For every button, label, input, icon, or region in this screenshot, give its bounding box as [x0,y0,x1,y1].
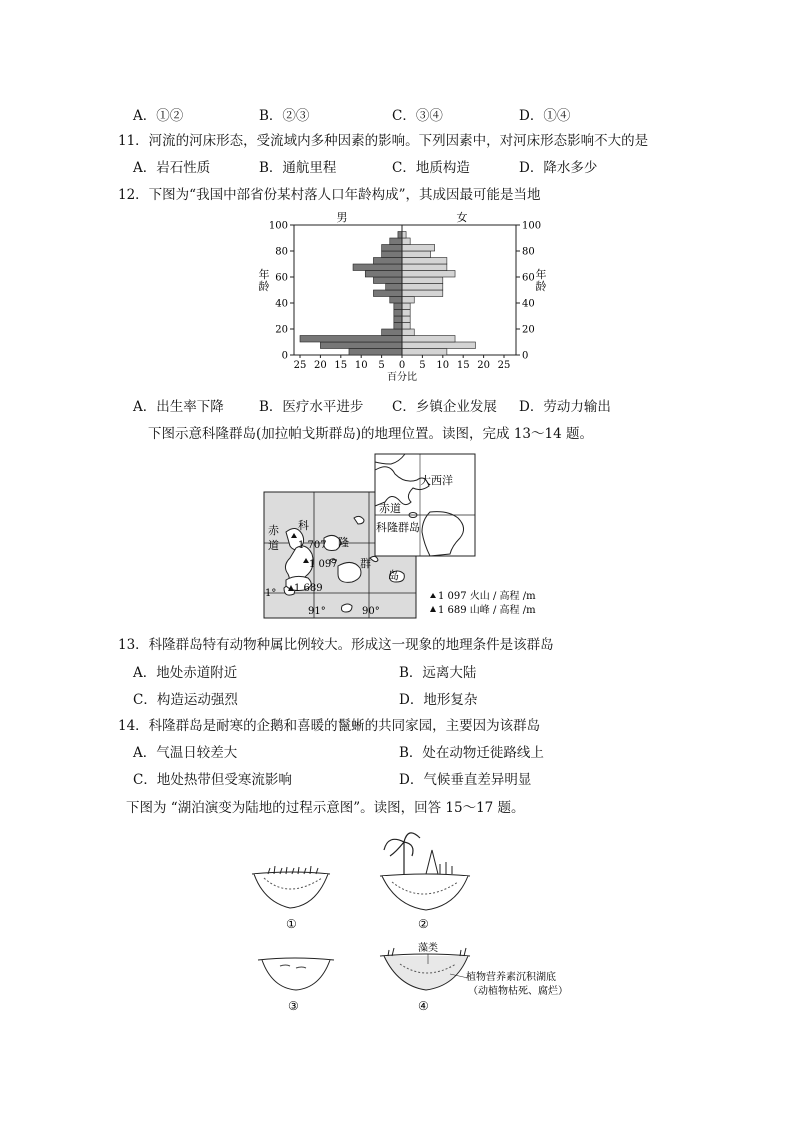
island-floreana [342,604,353,612]
label-stage-3: ③ [288,999,299,1013]
q13-option-c: C．构造运动强烈 [133,692,238,708]
label-algae: 藻类 [418,943,438,954]
x-axis-label: 百分比 [387,372,417,383]
q13-stem: 13．科隆群岛特有动物种属比例较大。形成这一现象的地理条件是该群岛 [118,637,554,653]
y-tick-label: 80 [275,246,288,258]
male-bar-40-45 [390,297,402,304]
y-axis-label-right-1: 年 [535,268,547,281]
female-bar-25-30 [402,316,410,323]
female-bar-90-95 [402,232,406,239]
label-dao2: 岛 [388,569,399,582]
label-equator-inset: 赤道 [379,502,401,515]
intro-15-17: 下图为 “湖泊演变为陆地的过程示意图”。读图，回答 15～17 题。 [126,800,525,816]
q11-option-c: C．地质构造 [392,160,470,176]
y-tick-label: 0 [522,350,529,362]
male-bar-10-15 [300,336,402,343]
q12-option-d: D．劳动力输出 [519,399,611,415]
y-axis-label-left-2: 龄 [258,280,270,293]
q13-option-d: D．地形复杂 [399,692,478,708]
male-bar-80-85 [382,245,402,252]
male-bar-90-95 [398,232,402,239]
y-axis-label-right-2: 龄 [535,280,547,293]
q14-option-b: B．处在动物迁徙路线上 [399,745,544,761]
x-tick-label: 20 [477,360,490,371]
y-axis-label-left-1: 年 [258,268,270,281]
y-tick-label: 20 [522,324,535,336]
x-tick-label: 20 [314,360,327,371]
label-qun: 群 [360,557,371,570]
label-ocean: 大西洋 [420,474,453,487]
intro-13-14: 下图示意科隆群岛(加拉帕戈斯群岛)的地理位置。读图，完成 13～14 题。 [148,426,593,442]
y-tick-label: 80 [522,246,535,258]
y-tick-label: 60 [522,272,535,284]
label-chi: 赤 [268,524,279,537]
q12-option-a: A．出生率下降 [133,399,224,415]
q12-option-b: B．医疗水平进步 [259,399,364,415]
female-bar-55-60 [402,277,443,284]
label-peak3: 1 689 [294,583,323,594]
right-label: 女 [456,211,468,224]
x-tick-label: 10 [354,360,368,371]
lake-stage-1 [252,866,330,931]
legend-peak: 1 689 山峰 / 高程 /m [438,605,536,616]
q14-option-d: D．气候垂直差异明显 [399,772,532,788]
female-bar-65-70 [402,264,447,271]
female-bar-45-50 [402,290,443,297]
label-lon2: 90° [362,606,380,617]
female-bar-35-40 [402,303,410,310]
x-tick-label: 5 [378,360,385,371]
male-bar-30-35 [394,310,402,317]
label-sediment-1: 植物营养素沉积湖底 [466,972,556,983]
male-bar-50-55 [386,284,402,291]
lake-evolution-figure [240,824,570,1020]
legend-volcano: 1 097 火山 / 高程 /m [438,591,536,602]
label-dao: 道 [268,539,279,552]
label-ke: 科 [298,519,309,532]
q10-option-b: B．②③ [259,108,310,124]
y-tick-label: 100 [522,220,542,232]
label-lon1: 91° [308,606,326,617]
male-bar-60-65 [365,271,402,278]
male-bar-15-20 [382,329,402,336]
x-tick-label: 5 [419,360,426,371]
male-bar-75-80 [382,251,402,258]
label-islands-inset: 科隆群岛 [376,521,420,534]
female-bar-10-15 [402,336,455,343]
male-bar-0-5 [349,349,402,356]
female-bar-5-10 [402,342,475,349]
population-pyramid-chart [250,208,560,386]
male-bar-25-30 [394,316,402,323]
x-tick-label: 25 [293,360,307,371]
x-tick-label: 15 [334,360,348,371]
q11-stem: 11．河流的河床形态，受流域内多种因素的影响。下列因素中，对河床形态影响不大的是 [118,133,649,149]
label-peak2: 1 097 [309,559,338,570]
q13-option-a: A．地处赤道附近 [133,665,238,681]
female-bar-0-5 [402,349,447,356]
male-bar-45-50 [373,290,402,297]
female-bar-60-65 [402,271,455,278]
x-tick-label: 25 [497,360,511,371]
male-bar-65-70 [353,264,402,271]
female-bar-50-55 [402,284,443,291]
island-santacruz [338,562,361,582]
female-bar-85-90 [402,238,410,245]
x-tick-label: 10 [436,360,450,371]
q11-option-d: D．降水多少 [519,160,598,176]
label-peak1: 1 707 [298,540,327,551]
male-bar-85-90 [390,238,402,245]
q10-option-d: D．①④ [519,108,571,124]
x-tick-label: 15 [456,360,470,371]
female-bar-75-80 [402,251,431,258]
lake-stage-3 [258,958,334,1013]
label-sediment-2: （动植物枯死、腐烂） [468,986,568,997]
q14-stem: 14．科隆群岛是耐寒的企鹅和喜暖的鬣蜥的共同家园，主要因为该群岛 [118,718,541,734]
q14-option-c: C．地处热带但受寒流影响 [133,772,292,788]
female-bar-40-45 [402,297,414,304]
female-bar-80-85 [402,245,435,252]
female-bar-15-20 [402,329,414,336]
label-long: 隆 [338,536,349,549]
y-tick-label: 40 [522,298,535,310]
label-stage-1: ① [286,917,297,931]
y-tick-label: 20 [275,324,288,336]
label-lat: 1° [265,588,277,599]
lake-stage-4 [380,941,568,1013]
q13-option-b: B．远离大陆 [399,665,477,681]
y-tick-label: 60 [275,272,288,284]
y-tick-label: 0 [281,350,288,362]
q11-option-a: A．岩石性质 [133,160,211,176]
x-tick-label: 0 [398,360,406,371]
y-tick-label: 100 [268,220,288,232]
male-bar-5-10 [320,342,402,349]
left-label: 男 [336,211,348,224]
male-bar-35-40 [394,303,402,310]
female-bar-70-75 [402,258,447,265]
q12-stem: 12．下图为“我国中部省份某村落人口年龄构成”，其成因最可能是当地 [118,187,541,203]
q11-option-b: B．通航里程 [259,160,337,176]
male-bar-20-25 [394,323,402,330]
lake-stage-2 [380,833,470,931]
female-bar-30-35 [402,310,410,317]
label-stage-2: ② [418,917,429,931]
q12-option-c: C．乡镇企业发展 [392,399,497,415]
q10-option-a: A．①② [133,108,184,124]
label-stage-4: ④ [418,999,429,1013]
y-tick-label: 40 [275,298,288,310]
q14-option-a: A．气温日较差大 [133,745,238,761]
galapagos-map [262,450,554,622]
female-bar-20-25 [402,323,410,330]
male-bar-70-75 [373,258,402,265]
male-bar-55-60 [373,277,402,284]
q10-option-c: C．③④ [392,108,443,124]
